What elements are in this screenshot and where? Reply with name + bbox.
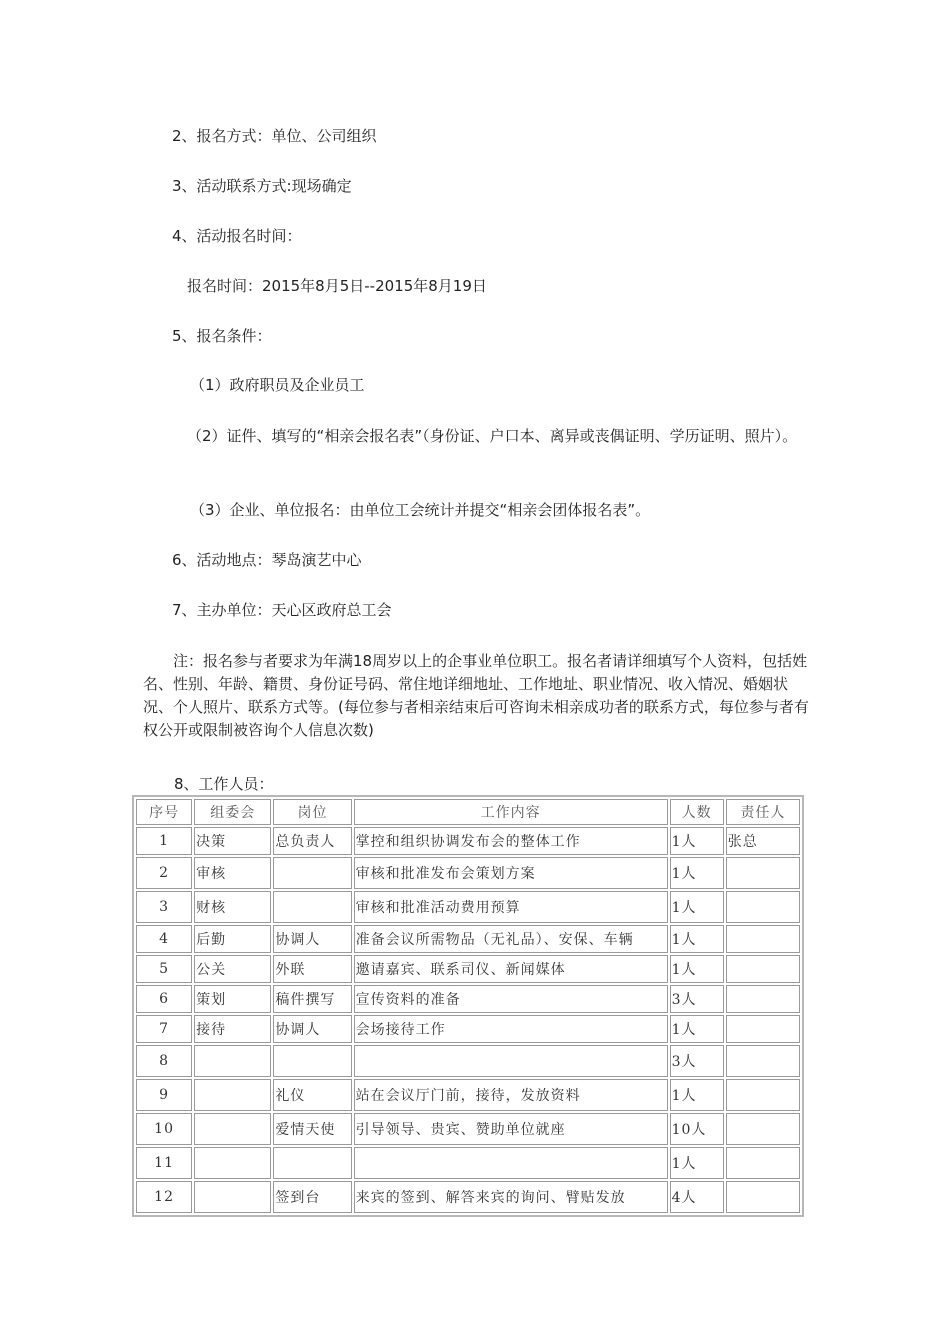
table-cell: 11: [136, 1147, 192, 1179]
table-cell: 审核和批准发布会策划方案: [354, 857, 668, 889]
table-cell: [194, 1147, 271, 1179]
table-cell: 协调人: [273, 1015, 351, 1043]
table-cell: 站在会议厅门前，接待，发放资料: [354, 1079, 668, 1111]
table-cell: 3人: [670, 1045, 724, 1077]
item-registration-time-heading: 4、活动报名时间：: [172, 227, 302, 245]
table-cell: [726, 925, 800, 953]
table-cell: 4: [136, 925, 192, 953]
table-cell: 10: [136, 1113, 192, 1145]
table-cell: 1人: [670, 955, 724, 983]
table-cell: 会场接待工作: [354, 1015, 668, 1043]
table-cell: 10人: [670, 1113, 724, 1145]
table-cell: [273, 857, 351, 889]
table-cell: 1人: [670, 1147, 724, 1179]
table-row: [136, 955, 800, 983]
condition-1: （1）政府职员及企业员工: [190, 376, 365, 394]
table-cell: 1: [136, 827, 192, 855]
table-cell: 3: [136, 891, 192, 923]
table-cell: 公关: [194, 955, 271, 983]
table-cell: 1人: [670, 925, 724, 953]
header-cell: 人数: [670, 799, 724, 825]
table-cell: [726, 891, 800, 923]
table-cell: 稿件撰写: [273, 985, 351, 1013]
header-cell: 岗位: [273, 799, 351, 825]
table-cell: 9: [136, 1079, 192, 1111]
table-cell: 3人: [670, 985, 724, 1013]
table-cell: [194, 1113, 271, 1145]
header-cell: 组委会: [194, 799, 271, 825]
table-cell: 1人: [670, 891, 724, 923]
table-cell: 6: [136, 985, 192, 1013]
table-row: [136, 985, 800, 1013]
staff-table: [132, 795, 804, 1217]
table-cell: 1人: [670, 1079, 724, 1111]
table-cell: [273, 891, 351, 923]
table-cell: [726, 1113, 800, 1145]
table-cell: 财核: [194, 891, 271, 923]
table-cell: [354, 1147, 668, 1179]
table-cell: 邀请嘉宾、联系司仪、新闻媒体: [354, 955, 668, 983]
header-cell: 序号: [136, 799, 192, 825]
item-contact-method: 3、活动联系方式:现场确定: [172, 177, 352, 195]
table-header-row: [136, 799, 800, 825]
table-row: [136, 857, 800, 889]
table-row: [136, 1181, 800, 1213]
table-cell: 外联: [273, 955, 351, 983]
table-cell: 审核: [194, 857, 271, 889]
table-cell: 准备会议所需物品（无礼品）、安保、车辆: [354, 925, 668, 953]
table-cell: 总负责人: [273, 827, 351, 855]
item-registration-method: 2、报名方式：单位、公司组织: [172, 127, 377, 145]
table-cell: 12: [136, 1181, 192, 1213]
table-cell: 后勤: [194, 925, 271, 953]
table-cell: 来宾的签到、解答来宾的询问、臂贴发放: [354, 1181, 668, 1213]
item-venue: 6、活动地点：琴岛演艺中心: [172, 551, 362, 569]
table-cell: 1人: [670, 857, 724, 889]
table-cell: [726, 1147, 800, 1179]
table-cell: 策划: [194, 985, 271, 1013]
table-cell: 1人: [670, 827, 724, 855]
table-cell: [273, 1147, 351, 1179]
table-cell: 礼仪: [273, 1079, 351, 1111]
item-registration-time: 报名时间：2015年8月5日--2015年8月19日: [187, 277, 487, 295]
table-cell: 爱情天使: [273, 1113, 351, 1145]
table-cell: [726, 985, 800, 1013]
table-row: [136, 1079, 800, 1111]
header-cell: 工作内容: [354, 799, 668, 825]
table-cell: [354, 1045, 668, 1077]
table-cell: 决策: [194, 827, 271, 855]
table-cell: [194, 1045, 271, 1077]
table-row: [136, 1015, 800, 1043]
table-cell: [726, 1079, 800, 1111]
item-staff-heading: 8、工作人员：: [174, 775, 274, 793]
table-row: [136, 925, 800, 953]
table-row: [136, 827, 800, 855]
condition-2: （2）证件、填写的“相亲会报名表”（身份证、户口本、离异或丧偶证明、学历证明、照片）。: [187, 427, 798, 445]
table-cell: 引导领导、贵宾、赞助单位就座: [354, 1113, 668, 1145]
table-cell: [726, 1181, 800, 1213]
table-cell: 协调人: [273, 925, 351, 953]
table-row: [136, 1147, 800, 1179]
header-cell: 责任人: [726, 799, 800, 825]
table-cell: 8: [136, 1045, 192, 1077]
table-row: [136, 891, 800, 923]
table-cell: [726, 857, 800, 889]
table-cell: 张总: [726, 827, 800, 855]
note-paragraph: 注：报名参与者要求为年满18周岁以上的企事业单位职工。报名者请详细填写个人资料，包括姓名、性别、年龄、籍贯、身份证号码、常住地详细地址、工作地址、职业情况、收入情况、婚姻状况、个人照片、联系方式等。(每位参与者相亲结束后可咨询未相亲成功者的联系方式，每位参与者有权公开或限制被咨询个人信息次数): [143, 652, 809, 739]
table-cell: [726, 1045, 800, 1077]
item-organizer: 7、主办单位：天心区政府总工会: [172, 601, 392, 619]
table-cell: 接待: [194, 1015, 271, 1043]
table-cell: 7: [136, 1015, 192, 1043]
table-cell: 1人: [670, 1015, 724, 1043]
table-cell: [726, 955, 800, 983]
table-row: [136, 1113, 800, 1145]
table-cell: 宣传资料的准备: [354, 985, 668, 1013]
table-cell: [194, 1181, 271, 1213]
table-cell: 4人: [670, 1181, 724, 1213]
table-cell: [194, 1079, 271, 1111]
table-cell: [273, 1045, 351, 1077]
table-cell: 掌控和组织协调发布会的整体工作: [354, 827, 668, 855]
table-cell: 审核和批准活动费用预算: [354, 891, 668, 923]
table-cell: 2: [136, 857, 192, 889]
item-conditions-heading: 5、报名条件：: [172, 327, 272, 345]
table-cell: 签到台: [273, 1181, 351, 1213]
table-cell: [726, 1015, 800, 1043]
table-cell: 5: [136, 955, 192, 983]
condition-3: （3）企业、单位报名：由单位工会统计并提交“相亲会团体报名表”。: [190, 501, 651, 519]
table-row: [136, 1045, 800, 1077]
